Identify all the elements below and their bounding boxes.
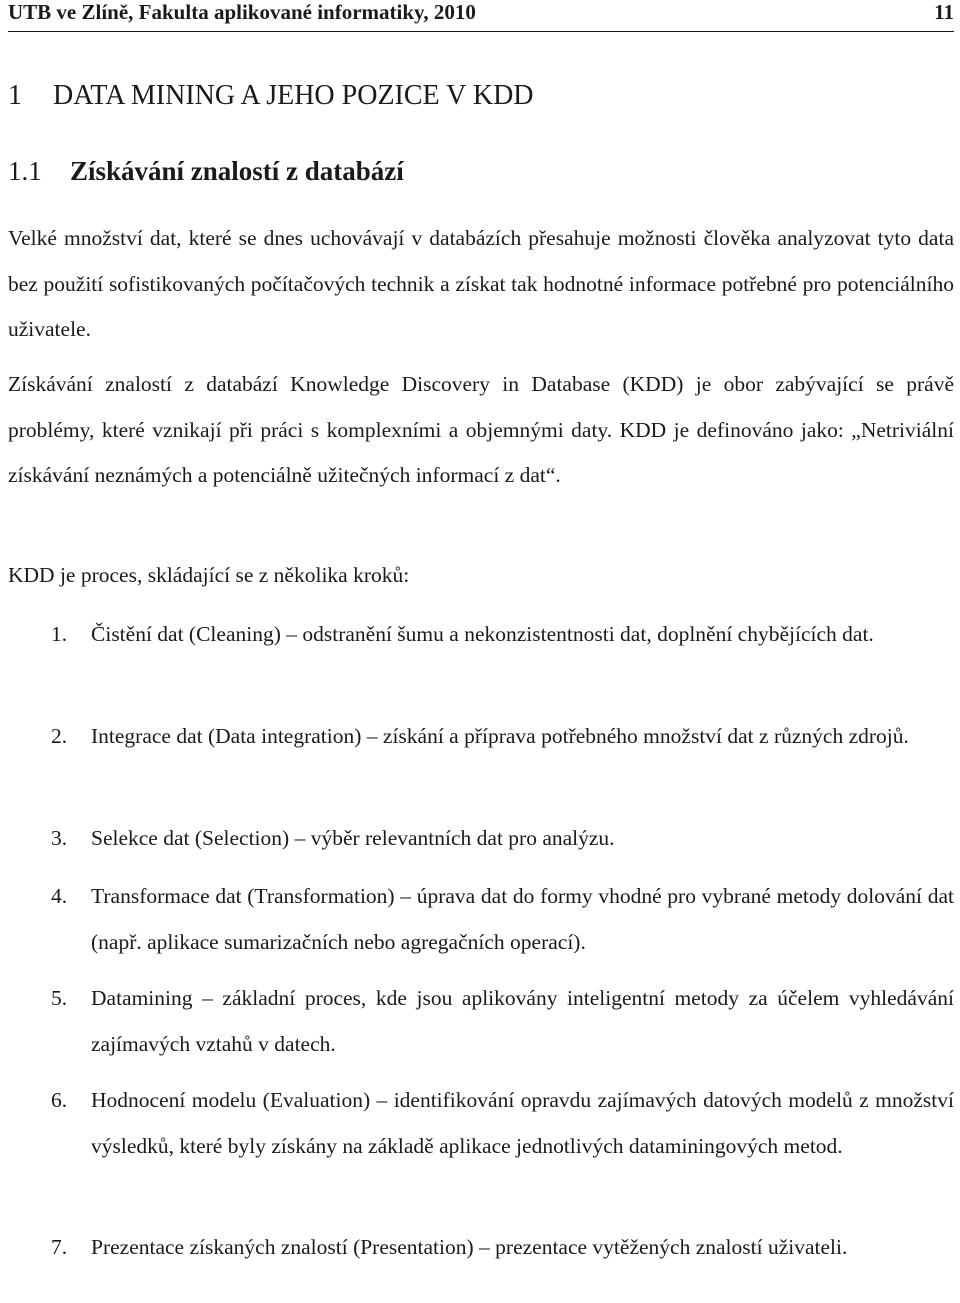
header-title: UTB ve Zlíně, Fakulta aplikované informatiky, 2010 [8, 0, 476, 24]
chapter-number: 1 [8, 80, 22, 111]
list-item-number: 1. [51, 622, 68, 646]
list-item-number: 7. [51, 1235, 68, 1259]
list-item-number: 3. [51, 826, 68, 850]
list-item-text: Selekce dat (Selection) – výběr relevantních dat pro analýzu. [91, 826, 615, 850]
paragraph-kdd-steps-intro: KDD je proces, skládající se z několika kroků: [8, 563, 410, 587]
list-item-number: 6. [51, 1088, 68, 1112]
list-item-text: Hodnocení modelu (Evaluation) – identifikování opravdu zajímavých datových modelů z množství výsledků, které byly získány na základě aplikace jednotlivých dataminingových metod. [91, 1088, 954, 1158]
page-header [8, 0, 954, 32]
paragraph-kdd-definition: Získávání znalostí z databází Knowledge Discovery in Database (KDD) je obor zabývající se právě problémy, které vznikají při práci s komplexními a objemnými daty. KDD je definováno jako: „Netriviální získávání neznámých a potenciálně užitečných informací z dat“. [8, 372, 954, 487]
list-item-text: Čistění dat (Cleaning) – odstranění šumu a nekonzistentnosti dat, doplnění chybějících dat. [91, 622, 874, 646]
paragraph-intro: Velké množství dat, které se dnes uchovávají v databázích přesahuje možnosti člověka analyzovat tyto data bez použití sofistikovaných počítačových technik a získat tak hodnotné informace potřebné pro potenciálního uživatele. [8, 226, 954, 341]
list-item-text: Integrace dat (Data integration) – získání a příprava potřebného množství dat z různých zdrojů. [91, 724, 909, 748]
list-item-number: 2. [51, 724, 68, 748]
list-item-text: Prezentace získaných znalostí (Presentation) – prezentace vytěžených znalostí uživateli. [91, 1235, 848, 1259]
list-item-text: Datamining – základní proces, kde jsou aplikovány inteligentní metody za účelem vyhledávání zajímavých vztahů v datech. [91, 986, 954, 1056]
section-heading [8, 156, 404, 187]
chapter-heading [8, 80, 534, 112]
section-number: 1.1 [8, 156, 42, 186]
list-item-text: Transformace dat (Transformation) – úprava dat do formy vhodné pro vybrané metody dolování dat (např. aplikace sumarizačních nebo agregačních operací). [91, 884, 954, 954]
list-item-number: 5. [51, 986, 68, 1010]
chapter-title: DATA MINING A JEHO POZICE V KDD [53, 80, 534, 111]
list-item-number: 4. [51, 884, 68, 908]
page-number: 11 [934, 0, 954, 24]
section-title: Získávání znalostí z databází [70, 156, 404, 186]
